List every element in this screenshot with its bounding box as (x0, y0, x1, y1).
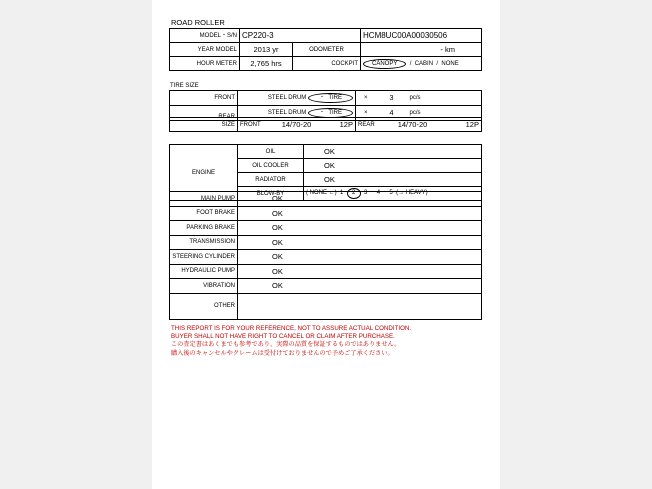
check-value: OK (238, 250, 482, 265)
engine-oil-value: OK (304, 145, 482, 159)
check-row (170, 264, 482, 279)
tire-rear-tire: TIRE (328, 110, 342, 116)
engine-blowby-label: BLOW-BY (238, 187, 304, 201)
check-label: FOOT BRAKE (170, 206, 238, 221)
component-checks-table (169, 191, 482, 320)
check-row (170, 192, 482, 207)
report-sheet (152, 0, 500, 489)
tire-size-rear-value: 14/70-20 (384, 118, 442, 132)
odometer-value: - km (361, 43, 482, 57)
model-value: CP220-3 (240, 29, 361, 43)
check-value: OK (238, 221, 482, 236)
engine-cooler-value: OK (304, 159, 482, 173)
tire-rear-steel: STEEL DRUM (267, 110, 307, 116)
cockpit-cabin: CABIN (414, 60, 434, 67)
disclaimer-line-2: BUYER SHALL NOT HAVE RIGHT TO CANCEL OR CLAIM AFTER PURCHASE. (171, 333, 395, 341)
tire-rear-label: REAR (170, 106, 238, 121)
check-value: OK (238, 192, 482, 207)
tire-front-type (238, 91, 356, 106)
engine-radiator-label: RADIATOR (238, 173, 304, 187)
cockpit-sep-2: / (436, 60, 439, 67)
hour-value: 2,765 hrs (240, 57, 293, 71)
blowby-heavy: (→ HEAVY) (396, 190, 428, 196)
check-label: HYDRAULIC PUMP (170, 264, 238, 279)
check-row (170, 279, 482, 294)
basic-info-table (169, 28, 482, 71)
cockpit-label: COCKPIT (293, 57, 361, 71)
tire-size-row (170, 118, 482, 132)
tire-front-tire: TIRE (328, 95, 342, 101)
disclaimer-line-1: THIS REPORT IS FOR YOUR REFERENCE, NOT TO ASSURE ACTUAL CONDITION. (171, 325, 412, 332)
check-value: OK (238, 206, 482, 221)
engine-label: ENGINE (170, 145, 238, 201)
other-label: OTHER (170, 293, 238, 319)
cockpit-options (361, 57, 482, 71)
check-row (170, 221, 482, 236)
tire-rear-x: × (356, 106, 376, 121)
tire-section-label: TIRE SIZE (170, 83, 199, 89)
hour-label: HOUR METER (170, 57, 240, 71)
cockpit-sep-1: / (409, 60, 412, 67)
year-row (170, 43, 482, 57)
tire-rear-qty: 4 (376, 106, 408, 121)
disclaimer (171, 325, 411, 358)
disclaimer-line-4: 購入後のキャンセルやクレームは受付けておりませんので予めご了承ください。 (171, 349, 394, 357)
engine-oil-row (170, 145, 482, 159)
engine-cooler-label: OIL COOLER (238, 159, 304, 173)
check-label: TRANSMISSION (170, 235, 238, 250)
tire-size-rear-label: REAR (356, 118, 384, 132)
year-label: YEAR MODEL (170, 43, 240, 57)
tire-front-unit: pc/s (408, 91, 482, 106)
tire-size-label: SIZE (170, 118, 238, 132)
cockpit-none: NONE (441, 60, 459, 67)
blowby-1: 1 (340, 190, 344, 196)
engine-radiator-value: OK (304, 173, 482, 187)
document-title: ROAD ROLLER (171, 18, 225, 27)
tire-front-x: × (356, 91, 376, 106)
cockpit-canopy-circled: CANOPY (363, 59, 406, 69)
tire-rear-unit: pc/s (408, 106, 482, 121)
disclaimer-line-3: この査定書はあくまでも参考であり、実際の品質を保証するものではありません。 (171, 341, 401, 349)
check-label: STEERING CYLINDER (170, 250, 238, 265)
tire-front-choice (308, 93, 353, 103)
tire-front-steel: STEEL DRUM (267, 95, 307, 101)
tire-size-front-label: FRONT (238, 118, 262, 132)
odometer-label: ODOMETER (293, 43, 361, 57)
serial-value: HCM8UC00A00030506 (361, 29, 482, 43)
model-row (170, 29, 482, 43)
other-value (238, 293, 482, 319)
hour-row (170, 57, 482, 71)
tire-front-dot: ・ (318, 95, 325, 101)
check-value: OK (238, 264, 482, 279)
check-label: MAIN PUMP (170, 192, 238, 207)
tire-front-qty: 3 (376, 91, 408, 106)
year-value: 2013 yr (240, 43, 293, 57)
check-row (170, 250, 482, 265)
other-row (170, 293, 482, 319)
tire-size-rear-ply: 12P (442, 118, 482, 132)
check-value: OK (238, 279, 482, 294)
check-label: VIBRATION (170, 279, 238, 294)
tire-front-label: FRONT (170, 91, 238, 106)
check-value: OK (238, 235, 482, 250)
check-row (170, 206, 482, 221)
check-row (170, 235, 482, 250)
tire-size-front-value: 14/70-20 (262, 118, 332, 132)
tire-size-table (169, 117, 482, 132)
model-label: MODEL・S/N (170, 29, 240, 43)
tire-size-front-ply: 12P (332, 118, 356, 132)
blowby-none: ( NONE ←) (306, 190, 337, 196)
tire-rear-dot: ・ (318, 110, 325, 116)
check-label: PARKING BRAKE (170, 221, 238, 236)
blowby-2-circled: 2 (347, 188, 361, 199)
blowby-rest: 3 ・ 4 ・ 5 (364, 190, 393, 196)
engine-oil-label: OIL (238, 145, 304, 159)
tire-front-row (170, 91, 482, 106)
